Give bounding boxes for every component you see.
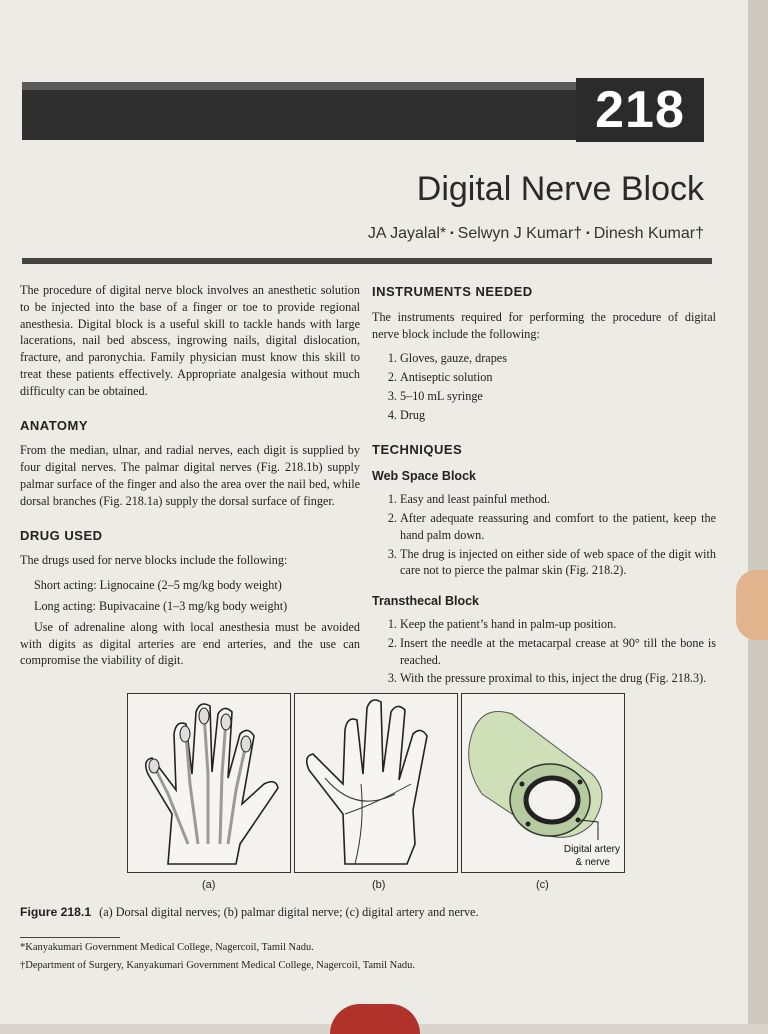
page-edge xyxy=(748,0,768,1024)
figure-label-a: (a) xyxy=(202,879,216,891)
drug-used-heading: DRUG USED xyxy=(20,527,103,543)
web-space-heading: Web Space Block xyxy=(372,469,476,484)
footnote-rule xyxy=(20,937,120,938)
callout-line-2: & nerve xyxy=(575,857,610,868)
figure-caption-text: (a) Dorsal digital nerves; (b) palmar digital nerve; (c) digital artery and nerve. xyxy=(99,905,479,919)
list-item: 1. Keep the patient’s hand in palm-up position. xyxy=(400,616,716,633)
chapter-title: Digital Nerve Block xyxy=(416,170,704,208)
right-column xyxy=(372,284,716,693)
figure-label-b: (b) xyxy=(372,879,386,891)
techniques-heading: TECHNIQUES xyxy=(372,441,463,457)
list-item: 1. Easy and least painful method. xyxy=(400,491,716,508)
list-item: 2. Insert the needle at the metacarpal crease at 90° till the bone is reached. xyxy=(400,635,716,669)
list-item: 2. After adequate reassuring and comfort to the patient, keep the hand palm down. xyxy=(400,510,716,544)
instruments-heading: INSTRUMENTS NEEDED xyxy=(372,284,533,299)
transthecal-list xyxy=(372,616,716,687)
footnote-1: *Kanyakumari Government Medical College, Nagercoil, Tamil Nadu. xyxy=(20,942,314,953)
figure-panel-b xyxy=(294,693,458,873)
red-object xyxy=(330,1004,420,1034)
figure-caption xyxy=(20,905,720,920)
list-item: 3. 5–10 mL syringe xyxy=(400,388,716,405)
dorsal-hand-illustration xyxy=(128,694,290,872)
instruments-intro: The instruments required for performing the procedure of digital nerve block include the following: xyxy=(372,309,716,341)
list-item: 4. Drug xyxy=(400,407,716,424)
author-separator: ▪ xyxy=(450,228,454,240)
author-separator: ▪ xyxy=(586,228,590,240)
author-2: Selwyn J Kumar† xyxy=(457,225,583,242)
header-rule xyxy=(22,258,712,264)
header-stripe xyxy=(22,82,582,90)
author-1: JA Jayalal* xyxy=(367,225,447,242)
list-item: 1. Gloves, gauze, drapes xyxy=(400,350,716,367)
list-item: 3. The drug is injected on either side of web space of the digit with care not to pierce the palmar skin (Fig. 218.2). xyxy=(400,546,716,580)
list-item: 3. With the pressure proximal to this, inject the drug (Fig. 218.3). xyxy=(400,670,716,687)
thumb xyxy=(736,570,768,640)
web-space-list xyxy=(372,491,716,579)
palmar-hand-illustration xyxy=(295,694,457,872)
left-column xyxy=(20,282,360,677)
chapter-number: 218 xyxy=(576,78,704,142)
list-item: 2. Antiseptic solution xyxy=(400,369,716,386)
intro-paragraph: The procedure of digital nerve block involves an anesthetic solution to be injected into the base of a finger or toe to provide regional anesthesia. Digital block is a useful skill to tackle hands with large lacerations, nail bed abscess, ingrowing nails, digital dislocation, fracture, and paronychia. Family physician must know this skill to treat these patients effectively. Appropriate analgesia without much difficulty can be obtained. xyxy=(20,283,360,398)
finger-cross-section-illustration xyxy=(462,694,624,872)
drug-used-intro: The drugs used for nerve blocks include the following: xyxy=(20,553,288,568)
instruments-list xyxy=(372,350,716,423)
figure-label-c: (c) xyxy=(536,879,549,891)
figure-panel-a xyxy=(127,693,291,873)
transthecal-heading: Transthecal Block xyxy=(372,594,479,609)
callout-line-1: Digital artery xyxy=(563,844,620,855)
footnote-2: †Department of Surgery, Kanyakumari Government Medical College, Nagercoil, Tamil Nadu. xyxy=(20,960,416,971)
anatomy-heading: ANATOMY xyxy=(20,417,89,433)
author-3: Dinesh Kumar† xyxy=(593,225,704,242)
author-list xyxy=(368,225,704,243)
adrenaline-note: Use of adrenaline along with local anesthesia must be avoided with digits as digital arteries are end arteries, and the use can compromise the viability of digit. xyxy=(20,619,360,668)
drug-short-acting: Short acting: Lignocaine (2–5 mg/kg body weight) xyxy=(34,578,282,593)
figure-panel-c xyxy=(461,693,625,873)
drug-long-acting: Long acting: Bupivacaine (1–3 mg/kg body weight) xyxy=(34,598,288,613)
anatomy-paragraph: From the median, ulnar, and radial nerves, each digit is supplied by four digital nerves. The palmar digital nerves (Fig. 218.1b) supply palmar surface of the finger and also the area over the nail bed, while dorsal branches (Fig. 218.1a) supply the dorsal surface of finger. xyxy=(20,443,360,508)
figure-caption-label: Figure 218.1 xyxy=(20,905,92,919)
